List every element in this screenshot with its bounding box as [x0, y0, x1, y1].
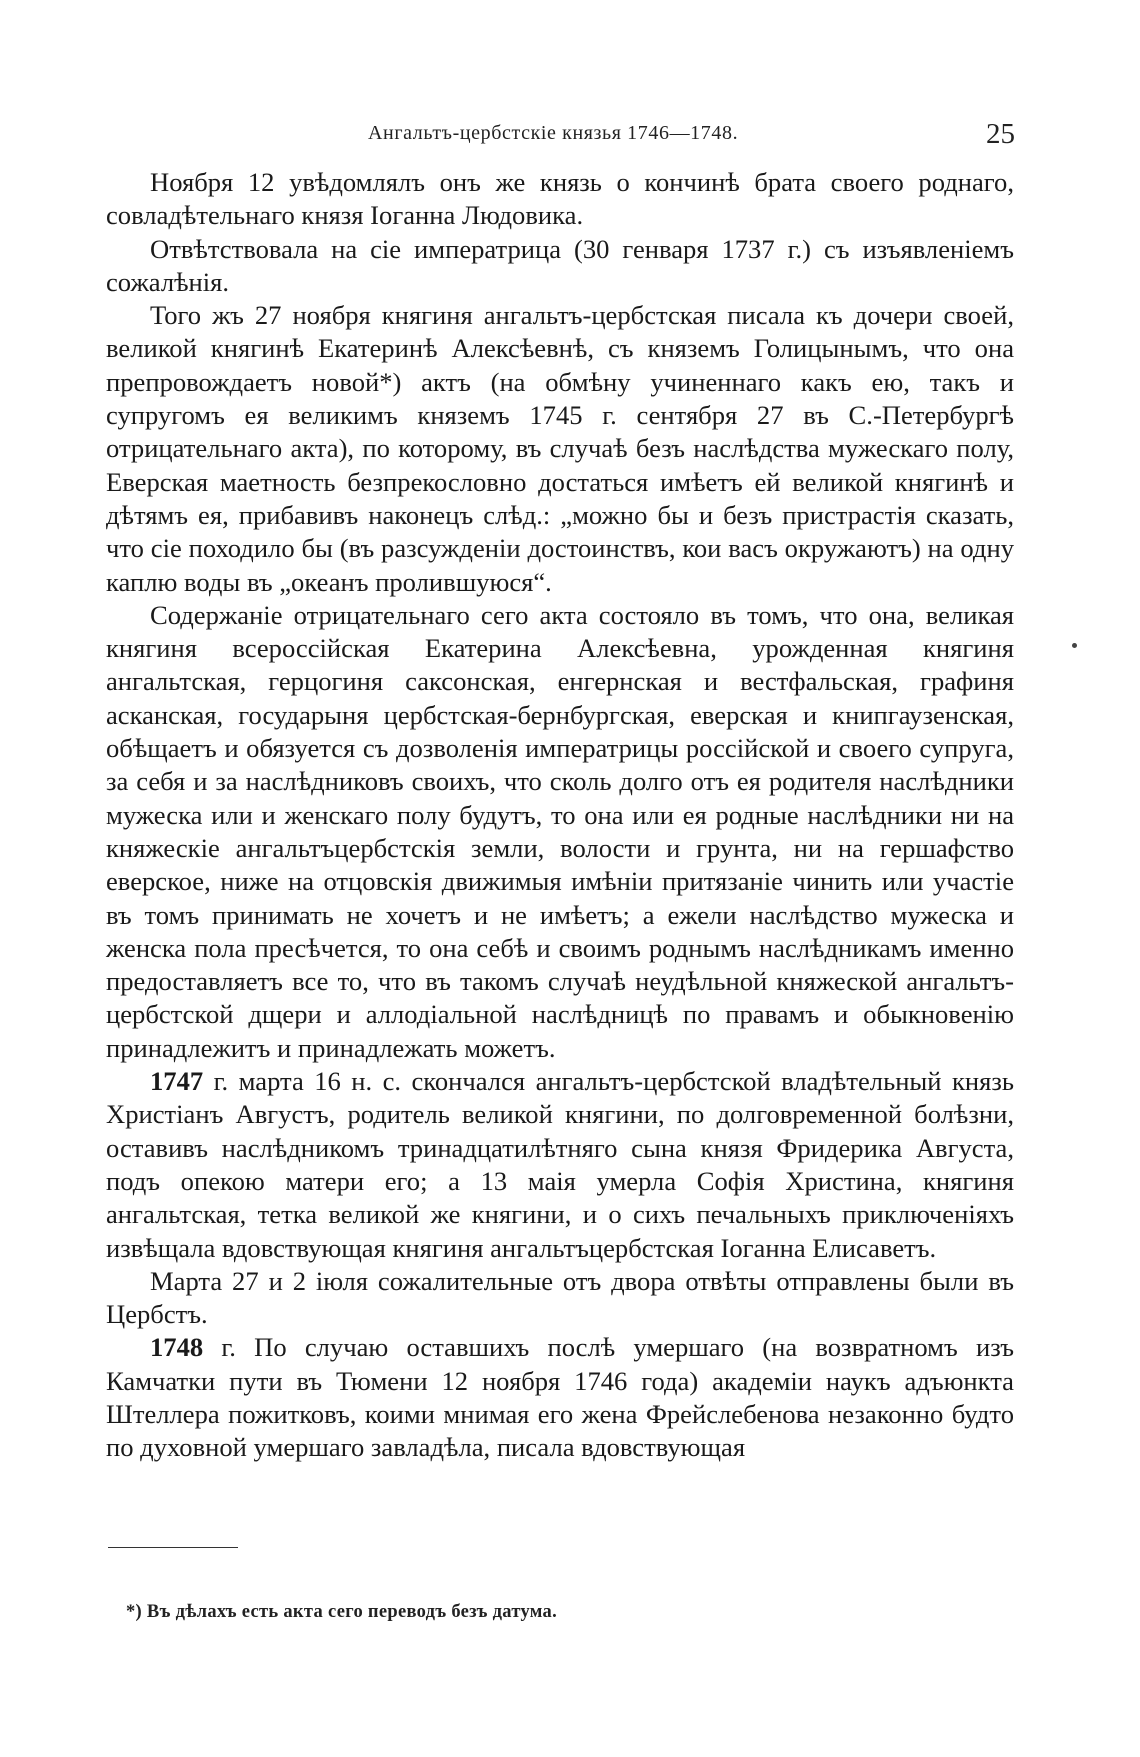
paragraph-text: г. марта 16 н. с. скончался ангальтъ-цербстской владѣтельный князь Христіанъ Августъ, родитель великой княгини, по долговременной болѣзни, оставивъ наслѣдникомъ тринадцатилѣтняго сына князя Фридерика Августа, подъ опекою матери его; а 13 маія умерла Софія Христина, княгиня ангальтская, тетка великой же княгини, и о сихъ печальныхъ приключеніяхъ извѣщала вдовствующая княгиня ангальтъцербстская Іоганна Елисаветъ.: [106, 1066, 1014, 1263]
paragraph-text: Отвѣтствовала на сіе императрица (30 генваря 1737 г.) съ изъявленіемъ сожалѣнія.: [106, 233, 1014, 297]
running-head: [0, 118, 1140, 152]
paragraph: [106, 233, 1014, 300]
paragraph-text: Марта 27 и 2 іюля сожалительные отъ двора отвѣты отправлены были въ Цербстъ.: [106, 1265, 1014, 1330]
year-1747: 1747: [150, 1066, 204, 1097]
paragraph-text: Того жъ 27 ноября княгиня ангальтъ-цербстская писала къ дочери своей, великой княгинѣ Екатеринѣ Алексѣевнѣ, съ княземъ Голицынымъ, что она препровождаетъ новой*) актъ (на обмѣну учиненнаго какъ ею, такъ и супругомъ ея великимъ княземъ 1745 г. сентября 27 въ С.-Петербургѣ отрицательнаго акта), по которому, въ случаѣ безъ наслѣдства мужескаго полу, Еверская маетность безпрекословно достаться имѣетъ ей великой княгинѣ и дѣтямъ ея, прибавивъ наконецъ слѣд.: „можно бы и безъ пристрастія сказать, что сіе походило бы (въ разсужденіи достоинствъ, кои васъ окружаютъ) на одну каплю воды въ „океанъ пролившуюся“.: [106, 300, 1014, 597]
page-number: 25: [986, 118, 1015, 150]
paragraph: [106, 599, 1014, 1065]
paragraph-text: Содержаніе отрицательнаго сего акта состояло въ томъ, что она, великая княгиня всероссійская Екатерина Алексѣевна, урожденная княгиня ангальтская, герцогиня саксонская, енгернская и вестфальская, графиня асканская, государыня цербстская-бернбургская, еверская и книпгаузенская, обѣщаетъ и обязуется съ дозволенія императрицы россійской и своего супруга, за себя и за наслѣдниковъ своихъ, что сколь долго отъ ея родителя наслѣдники мужеска или и женскаго полу будутъ, то она или ея родные наслѣдники ни на княжескіе ангальтъцербстскія земли, волости и грунта, ни на гершафство еверское, ниже на отцовскія движимыя имѣніи притязаніе чинить или участіе въ томъ принимать не хочетъ и не имѣетъ; а ежели наслѣдство мужеска и женска пола пресѣчется, то она себѣ и своимъ роднымъ наслѣдникамъ именно предоставляетъ все то, что въ такомъ случаѣ неудѣльной княжеской ангальтъ-цербстской дщери и аллодіальной наслѣдницѣ по правамъ и обыкновенію принадлежитъ и принадлежать можетъ.: [106, 599, 1014, 1063]
year-1748: 1748: [150, 1332, 204, 1363]
paragraph: [106, 1331, 1014, 1464]
running-title: Ангальтъ-цербстскіе князья 1746—1748.: [368, 122, 739, 144]
footnote: *) Въ дѣлахъ есть акта сего переводъ безъ датума.: [126, 1602, 558, 1622]
ink-speck: [1072, 643, 1077, 648]
paragraph-text: г. По случаю оставшихъ послѣ умершаго (на возвратномъ изъ Камчатки пути въ Тюмени 12 ноября 1746 года) академіи наукъ адъюнкта Штеллера пожитковъ, коими мнимая его жена Фрейслебенова незаконно будто по духовной умершаго завладѣла, писала вдовствующая: [106, 1332, 1014, 1463]
paragraph: [106, 166, 1014, 233]
paragraph: [106, 299, 1014, 599]
footnote-rule: [108, 1547, 238, 1548]
paragraph: [106, 1265, 1014, 1332]
paragraph: [106, 1065, 1014, 1265]
paragraph-text: Ноября 12 увѣдомлялъ онъ же князь о кончинѣ брата своего роднаго, совладѣтельнаго князя Іоганна Людовика.: [106, 167, 1014, 231]
body-text: [106, 166, 1014, 1465]
